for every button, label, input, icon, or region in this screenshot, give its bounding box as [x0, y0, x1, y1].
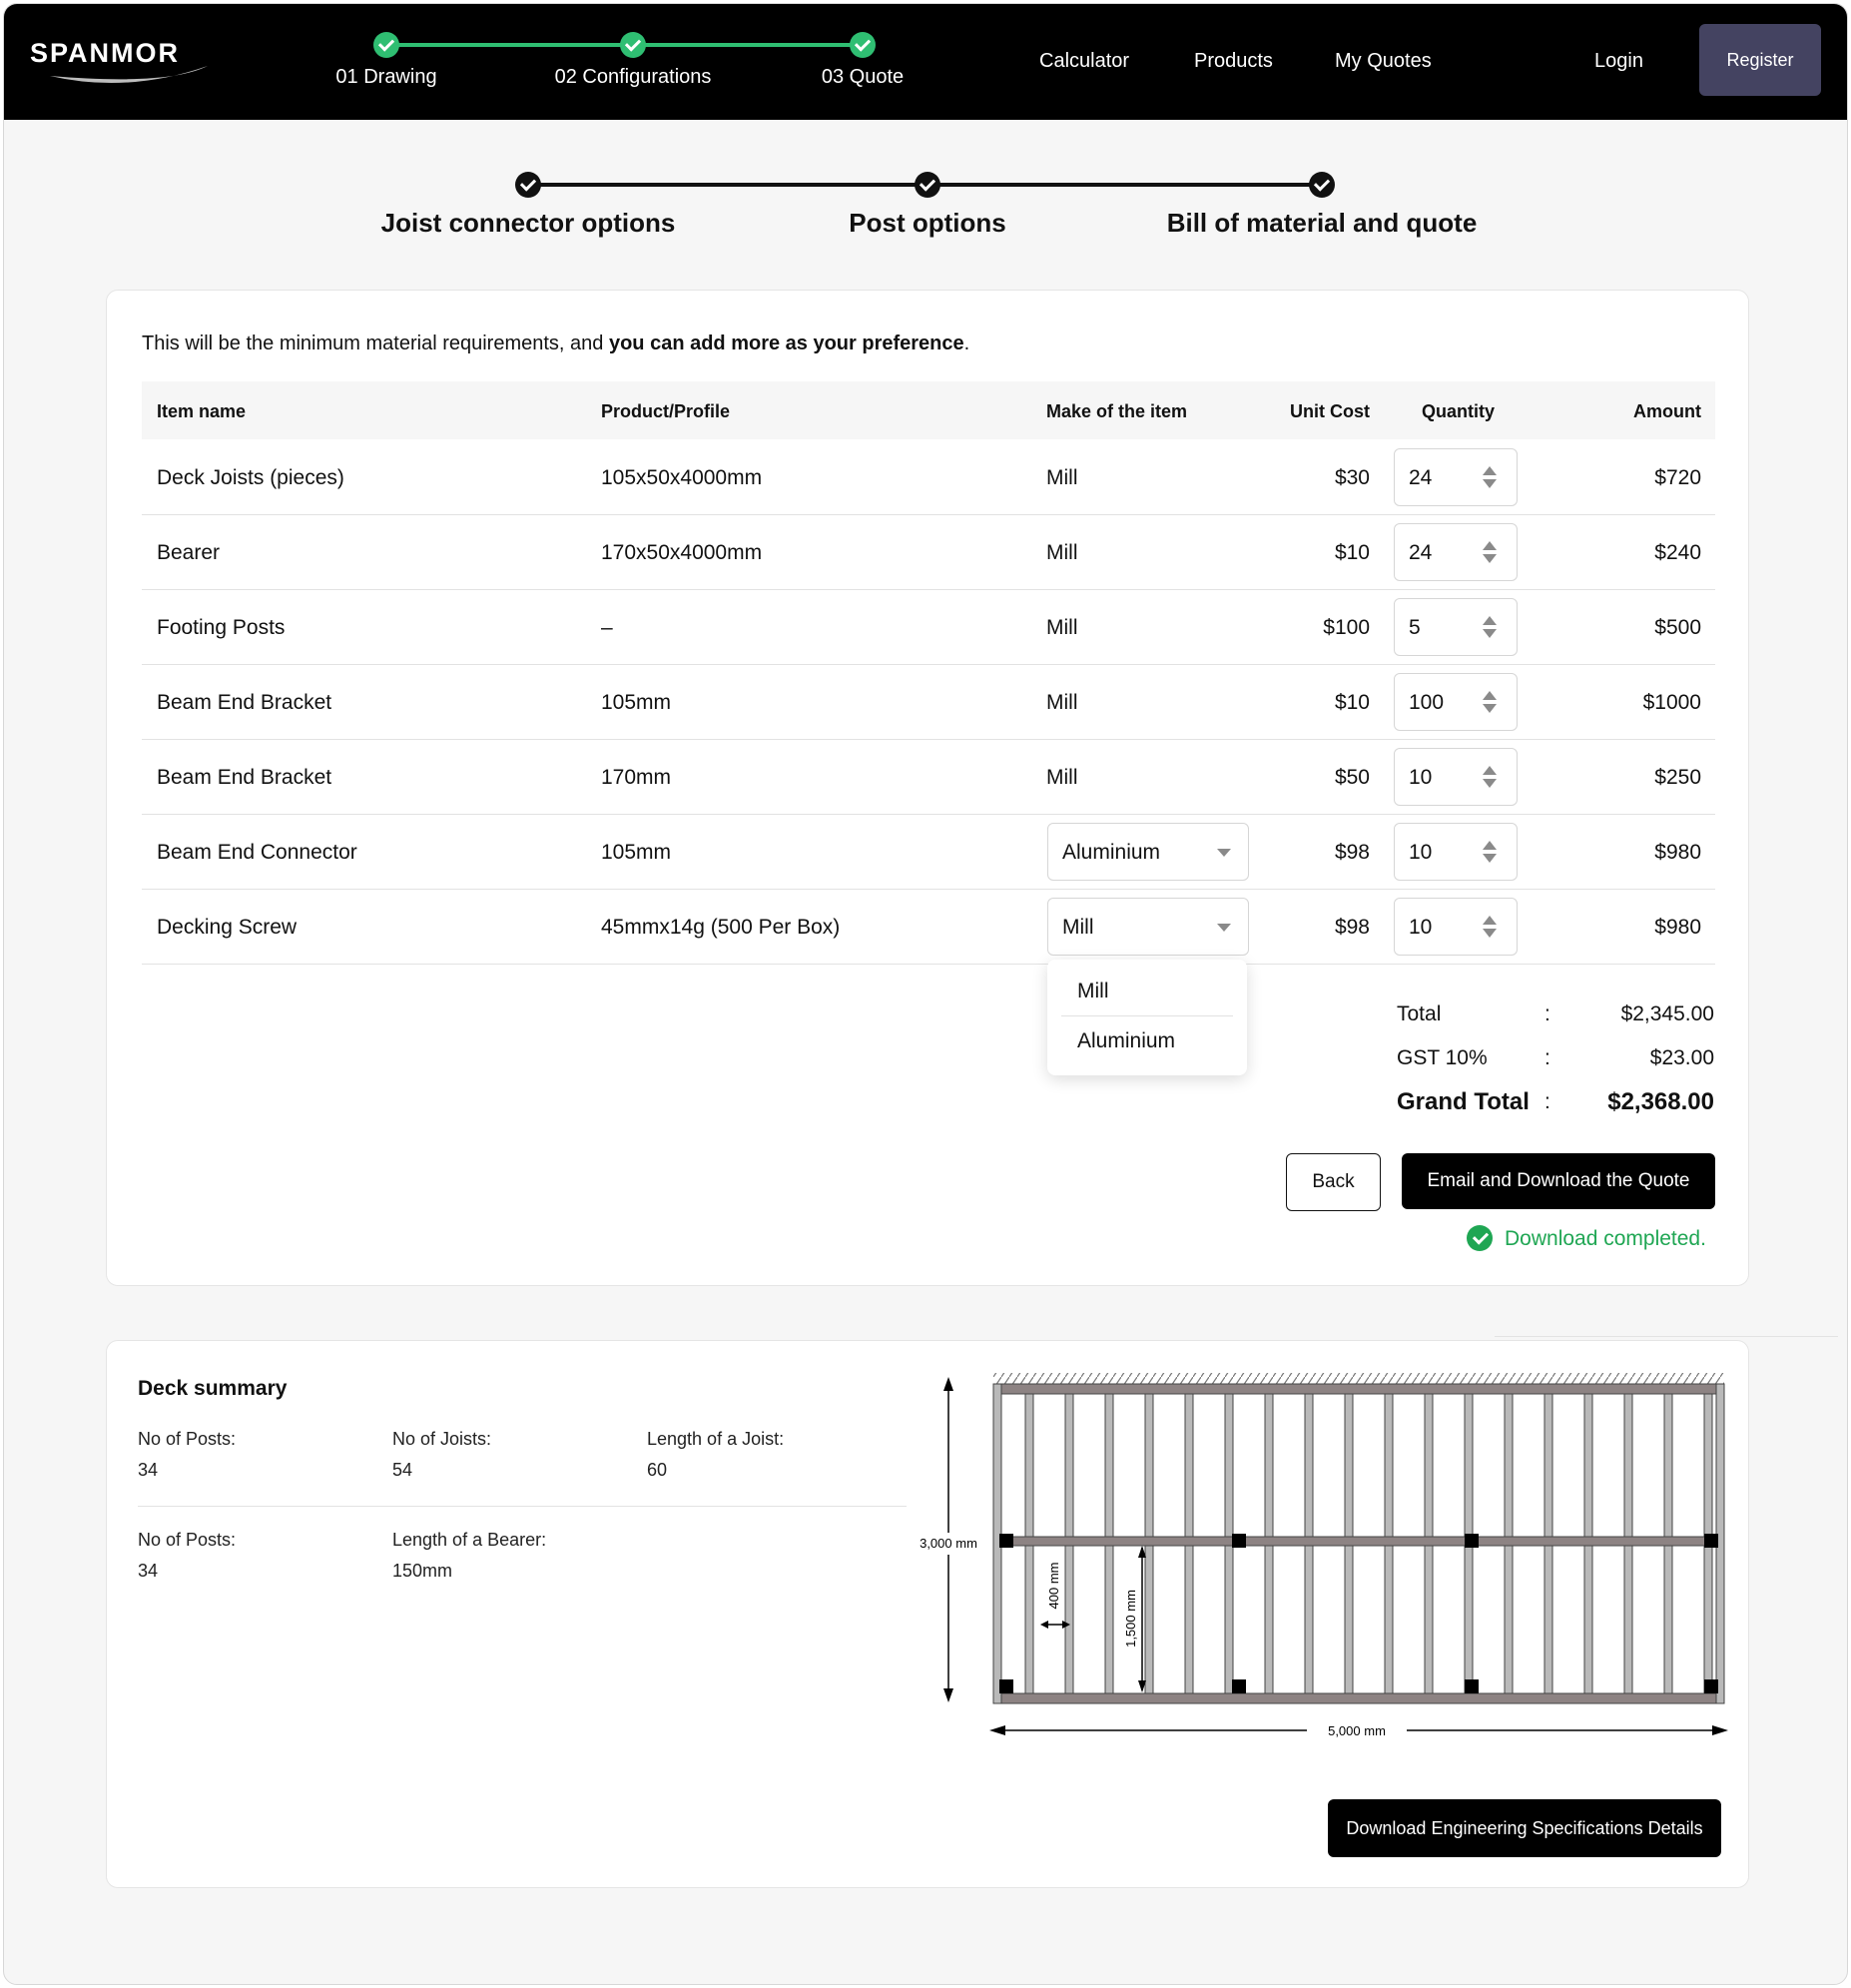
cell-profile: 170mm: [601, 766, 672, 789]
table-row: [142, 515, 1715, 590]
quantity-value: 10: [1409, 916, 1433, 939]
cell-amount: $240: [1654, 541, 1701, 564]
width-dimension-label: 5,000 mm: [1328, 1723, 1386, 1738]
download-engineering-specs-button[interactable]: Download Engineering Specifications Details: [1328, 1799, 1721, 1857]
dropdown-option-mill[interactable]: Mill: [1077, 980, 1109, 1002]
check-icon: [855, 35, 871, 51]
table-row: [142, 665, 1715, 740]
nav-login[interactable]: Login: [1594, 50, 1643, 72]
quantity-stepper[interactable]: [1394, 748, 1518, 806]
gst-value: $23.00: [1649, 1046, 1714, 1069]
cell-item-name: Beam End Connector: [157, 841, 357, 864]
cell-item-name: Footing Posts: [157, 616, 286, 639]
make-select-value: Aluminium: [1062, 841, 1161, 864]
quantity-stepper[interactable]: [1394, 823, 1518, 881]
cell-item-name: Decking Screw: [157, 916, 298, 939]
table-row: [142, 740, 1715, 815]
check-circle-icon: [1467, 1225, 1493, 1251]
cell-make: Mill: [1046, 691, 1078, 714]
quantity-stepper[interactable]: [1394, 523, 1518, 581]
quantity-stepper[interactable]: [1394, 898, 1518, 956]
cell-item-name: Bearer: [157, 541, 221, 564]
grand-total-colon: :: [1544, 1090, 1550, 1113]
quantity-value: 24: [1409, 466, 1433, 489]
intro-text-regular: This will be the minimum material requirements, and: [142, 332, 609, 354]
table-row: [142, 440, 1715, 515]
grand-total-label: Grand Total: [1397, 1088, 1530, 1115]
step-quote-label[interactable]: 03 Quote: [821, 66, 905, 88]
step-joist-connector-label[interactable]: Joist connector options: [380, 208, 676, 238]
step-post-options-label[interactable]: Post options: [849, 208, 1006, 238]
cell-amount: $980: [1654, 916, 1701, 939]
make-dropdown-menu: [1047, 960, 1247, 1075]
step-bill-of-material-label[interactable]: Bill of material and quote: [1166, 208, 1478, 238]
spinner-arrows-icon[interactable]: [1483, 541, 1497, 565]
cell-item-name: Beam End Bracket: [157, 766, 332, 789]
cell-amount: $250: [1654, 766, 1701, 789]
cell-unit-cost: $30: [1334, 466, 1370, 489]
main-stepper: [4, 154, 1847, 244]
cell-item-name: Deck Joists (pieces): [157, 466, 344, 489]
nav-calculator[interactable]: Calculator: [1039, 50, 1130, 72]
quantity-value: 10: [1409, 841, 1433, 864]
quantity-stepper[interactable]: [1394, 673, 1518, 731]
total-label: Total: [1397, 1002, 1442, 1025]
dropdown-option-aluminium[interactable]: Aluminium: [1077, 1029, 1176, 1052]
top-stepper: [4, 4, 1002, 120]
summary-label-joists: No of Joists:: [392, 1429, 492, 1449]
cell-amount: $980: [1654, 841, 1701, 864]
header-quantity: Quantity: [1422, 401, 1496, 421]
step-bill-of-material-check[interactable]: [1309, 172, 1335, 198]
summary-value-joists: 54: [392, 1460, 413, 1480]
bearer-span-label: 1,500 mm: [1123, 1590, 1138, 1648]
deck-summary-card: [106, 1340, 1749, 1888]
header-product-profile: Product/Profile: [601, 401, 731, 421]
cell-unit-cost: $50: [1334, 766, 1370, 789]
step-configurations-check[interactable]: [620, 32, 646, 58]
summary-label-bearer-length: Length of a Bearer:: [392, 1530, 547, 1550]
quantity-value: 100: [1409, 691, 1445, 714]
joist-spacing-label: 400 mm: [1046, 1562, 1061, 1610]
cell-unit-cost: $10: [1334, 541, 1370, 564]
grand-total-value: $2,368.00: [1607, 1088, 1714, 1115]
quantity-value: 24: [1409, 541, 1433, 564]
summary-value-bearer-length: 150mm: [392, 1561, 453, 1581]
step-configurations-label[interactable]: 02 Configurations: [554, 66, 712, 88]
email-download-quote-button[interactable]: Email and Download the Quote: [1402, 1153, 1715, 1209]
gst-label: GST 10%: [1397, 1046, 1488, 1069]
spinner-arrows-icon[interactable]: [1483, 916, 1497, 940]
spinner-arrows-icon[interactable]: [1483, 466, 1497, 490]
cell-profile: 105x50x4000mm: [601, 466, 763, 489]
cell-amount: $1000: [1642, 691, 1701, 714]
download-status-text: Download completed.: [1505, 1227, 1706, 1250]
cell-unit-cost: $98: [1334, 916, 1370, 939]
cell-make: Mill: [1046, 766, 1078, 789]
table-row: [142, 815, 1715, 890]
cell-unit-cost: $10: [1334, 691, 1370, 714]
cell-profile: 105mm: [601, 691, 672, 714]
table-row: [142, 590, 1715, 665]
register-button[interactable]: Register: [1699, 24, 1821, 96]
make-select[interactable]: [1047, 823, 1249, 881]
make-select[interactable]: [1047, 898, 1249, 956]
table-header: [142, 381, 1715, 439]
cell-make: Mill: [1046, 466, 1078, 489]
height-dimension-label: 3,000 mm: [920, 1536, 977, 1551]
cell-item-name: Beam End Bracket: [157, 691, 332, 714]
cell-profile: –: [601, 616, 613, 639]
summary-value-posts-2: 34: [138, 1561, 159, 1581]
cell-profile: 105mm: [601, 841, 672, 864]
summary-label-posts-2: No of Posts:: [138, 1530, 237, 1550]
cell-profile: 45mmx14g (500 Per Box): [601, 916, 841, 939]
spinner-arrows-icon[interactable]: [1483, 616, 1497, 640]
step-post-options-check[interactable]: [915, 172, 940, 198]
nav-my-quotes[interactable]: My Quotes: [1335, 50, 1432, 72]
header-unit-cost: Unit Cost: [1290, 401, 1370, 421]
make-select-value: Mill: [1062, 916, 1094, 939]
ledger-board: [993, 1384, 1724, 1394]
check-icon: [625, 35, 641, 51]
front-bearer: [993, 1693, 1724, 1703]
intro-text-bold: you can add more as your preference: [608, 332, 964, 354]
check-icon: [1314, 175, 1330, 191]
cell-amount: $500: [1654, 616, 1701, 639]
step-drawing-label[interactable]: 01 Drawing: [335, 66, 437, 88]
top-stepper-line: [633, 43, 863, 47]
main-stepper-line: [528, 183, 927, 187]
header-amount: Amount: [1633, 401, 1701, 421]
app-window: [3, 3, 1848, 1985]
chevron-down-icon: [1217, 849, 1231, 857]
summary-value-joist-length: 60: [647, 1460, 668, 1480]
main-stepper-line: [927, 183, 1322, 187]
cell-amount: $720: [1654, 466, 1701, 489]
gst-colon: :: [1544, 1046, 1550, 1069]
spinner-arrows-icon[interactable]: [1483, 841, 1497, 865]
divider: [1495, 1336, 1838, 1337]
check-icon: [520, 175, 536, 191]
total-value: $2,345.00: [1620, 1002, 1714, 1025]
intro-text: [142, 332, 969, 355]
cell-unit-cost: $98: [1334, 841, 1370, 864]
header-item-name: Item name: [157, 401, 247, 421]
nav-products[interactable]: Products: [1194, 50, 1273, 72]
wall-hatch: [993, 1373, 1724, 1384]
top-navbar: [4, 4, 1847, 120]
step-joist-connector-check[interactable]: [515, 172, 541, 198]
back-button[interactable]: Back: [1286, 1153, 1381, 1211]
step-quote-check[interactable]: [850, 32, 876, 58]
quantity-stepper[interactable]: [1394, 598, 1518, 656]
deck-summary-title: Deck summary: [138, 1377, 288, 1400]
top-stepper-line: [387, 43, 633, 47]
quantity-value: 10: [1409, 766, 1433, 789]
quantity-value: 5: [1409, 616, 1421, 639]
cell-unit-cost: $100: [1323, 616, 1370, 639]
summary-label-posts: No of Posts:: [138, 1429, 237, 1449]
bill-of-material-card: [106, 290, 1749, 1286]
quantity-stepper[interactable]: [1394, 448, 1518, 506]
spinner-arrows-icon[interactable]: [1483, 691, 1497, 715]
middle-bearer: [1001, 1537, 1716, 1546]
check-icon: [378, 35, 394, 51]
logo-text: SPANMOR: [30, 38, 181, 68]
header-make: Make of the item: [1046, 401, 1188, 421]
check-icon: [920, 175, 935, 191]
cell-make: Mill: [1046, 541, 1078, 564]
dropdown-divider: [1061, 1015, 1233, 1016]
deck-diagram: [107, 1341, 1748, 1780]
table-row: [142, 890, 1715, 965]
cell-profile: 170x50x4000mm: [601, 541, 763, 564]
cell-make: Mill: [1046, 616, 1078, 639]
step-drawing-check[interactable]: [373, 32, 399, 58]
summary-label-joist-length: Length of a Joist:: [647, 1429, 785, 1449]
intro-text-end: .: [963, 332, 970, 354]
spinner-arrows-icon[interactable]: [1483, 766, 1497, 790]
chevron-down-icon: [1217, 924, 1231, 932]
total-colon: :: [1544, 1002, 1550, 1025]
summary-value-posts: 34: [138, 1460, 159, 1480]
